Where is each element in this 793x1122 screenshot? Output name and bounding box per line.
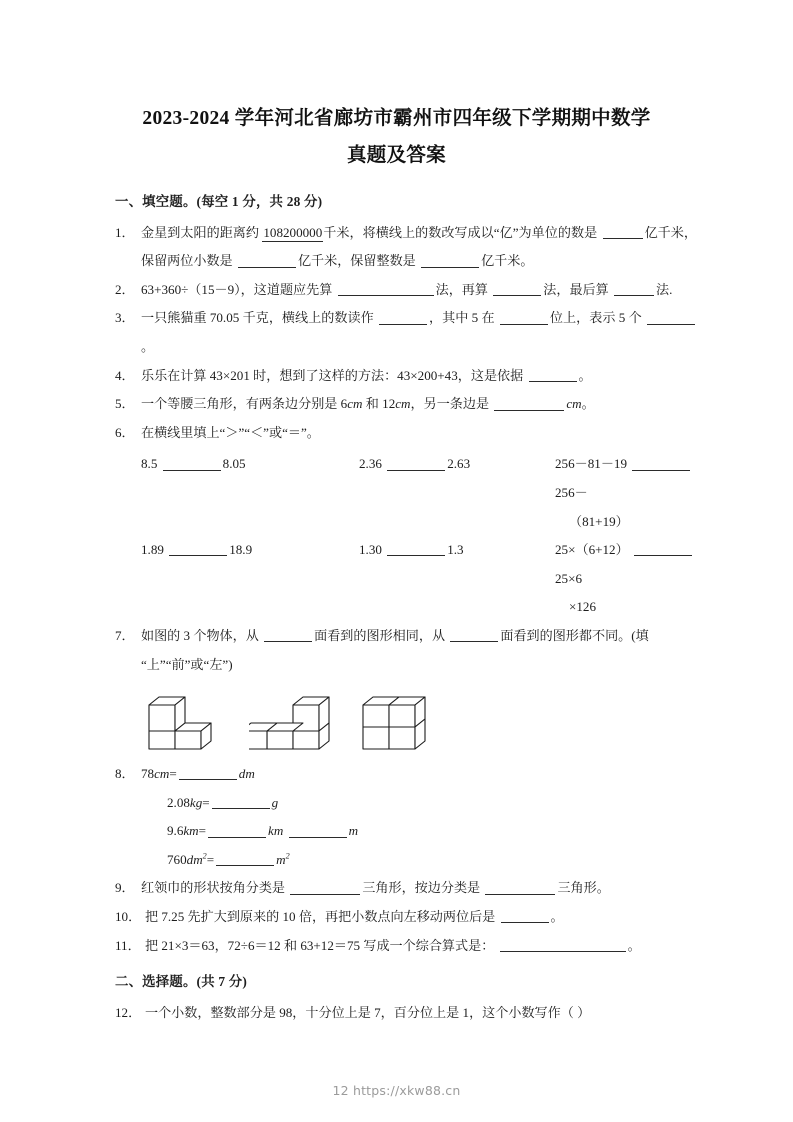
question-1-text-part-4: 亿千米，保留整数是 (297, 253, 416, 269)
question-11-blank-1[interactable] (500, 939, 626, 952)
question-8-line-4 (167, 846, 697, 875)
question-8-to-unit-2: g (271, 794, 279, 810)
question-1-text-part-5: 亿千米。 (481, 253, 534, 269)
question-1-text-part-3: 亿千米，保留两位小数是 (141, 224, 698, 269)
question-8-equals-3: = (198, 823, 207, 839)
question-4-blank-1[interactable] (529, 368, 577, 381)
question-8 (115, 760, 697, 789)
comparison-item-6-blank[interactable] (634, 543, 692, 556)
question-10-number: 10． (115, 909, 142, 925)
question-5 (115, 390, 697, 419)
question-11 (115, 932, 697, 961)
comparison-item-4-blank[interactable] (169, 543, 227, 556)
question-3-number: 3． (115, 310, 135, 326)
question-4 (115, 362, 697, 391)
question-10-text-part-1: 把 7.25 先扩大到原来的 10 倍，再把小数点向左移动两位后是 (145, 909, 496, 925)
comparison-item-3-right: 256－ (555, 484, 588, 500)
question-9-blank-1[interactable] (290, 881, 360, 894)
comparison-item-3-left: 256－81－19 (555, 456, 628, 472)
question-7-text-part-3: 面看到的图形都不同。(填 (500, 627, 649, 643)
comparison-item-6-right: 25×6 (555, 570, 583, 586)
question-1-number: 1． (115, 224, 135, 240)
comparison-item-2 (359, 450, 555, 536)
question-5-text-part-2: 和 12 (362, 396, 396, 412)
question-5-unit-3: cm (566, 396, 582, 412)
question-8-to-unit-4-exponent: 2 (285, 851, 290, 861)
question-3-blank-2[interactable] (500, 311, 548, 324)
question-5-unit-2: cm (395, 396, 411, 412)
question-7-text-part-1: 如图的 3 个物体，从 (141, 627, 259, 643)
question-8-equals-4: = (206, 851, 215, 867)
question-3-blank-1[interactable] (379, 311, 427, 324)
question-7-blank-2[interactable] (450, 629, 498, 642)
question-2 (115, 276, 697, 305)
question-6-number: 6． (115, 424, 135, 440)
comparison-item-5-blank[interactable] (387, 543, 445, 556)
question-7-text-part-4: “上”“前”或“左”) (141, 656, 233, 672)
question-1-blank-1[interactable] (603, 226, 643, 239)
question-2-text-part-1: 63+360÷（15－9），这道题应先算 (141, 281, 333, 297)
question-12-text-part-2: ） (577, 1004, 591, 1020)
comparison-item-3-continuation: （81+19） (569, 513, 629, 529)
question-12 (115, 999, 697, 1028)
question-9 (115, 874, 697, 903)
question-8-from-unit-1: cm (154, 766, 170, 782)
question-8-to-unit-3b: m (348, 823, 359, 839)
question-2-blank-2[interactable] (493, 283, 541, 296)
cube-figure-l-shape (141, 691, 213, 753)
question-8-to-unit-4: m (276, 851, 286, 867)
question-3-text-part-1: 一只熊猫重 70.05 千克，横线上的数读作 (141, 310, 374, 326)
comparison-item-1 (141, 450, 359, 536)
question-6 (115, 419, 697, 448)
section-heading-multiple-choice: 二、选择题。(共 7 分) (115, 974, 248, 990)
question-11-number: 11． (115, 937, 141, 953)
question-9-blank-2[interactable] (485, 881, 555, 894)
comparison-item-4 (141, 536, 359, 622)
question-11-text-part-1: 把 21×3＝63，72÷6＝12 和 63+12＝75 写成一个综合算式是： (145, 937, 495, 953)
question-10-blank-1[interactable] (501, 910, 549, 923)
question-8-value-2: 2.08 (167, 794, 190, 810)
question-8-blank-3b[interactable] (289, 824, 347, 837)
question-1-text-part-2: 千米，将横线上的数改写成以“亿”为单位的数是 (323, 224, 598, 240)
question-1-text-part-1: 金星到太阳的距离约 (141, 224, 260, 240)
question-5-unit-1: cm (347, 396, 363, 412)
question-8-from-unit-2: kg (189, 794, 203, 810)
comparison-item-5 (359, 536, 555, 622)
question-8-to-unit-3a: km (268, 823, 284, 839)
question-1 (115, 219, 697, 276)
question-9-text-part-1: 红领巾的形状按角分类是 (141, 880, 286, 896)
question-10-text-part-2: 。 (550, 909, 564, 925)
question-5-blank-1[interactable] (494, 397, 564, 410)
question-8-value-4: 760 (167, 851, 187, 867)
comparison-item-1-blank[interactable] (163, 457, 221, 470)
comparison-item-4-right: 18.9 (229, 542, 253, 558)
question-5-number: 5． (115, 396, 135, 412)
question-8-line-1 (141, 766, 255, 781)
question-9-text-part-2: 三角形，按边分类是 (362, 880, 481, 896)
question-4-text-part-1: 乐乐在计算 43×201 时，想到了这样的方法：43×200+43，这是依据 (141, 367, 524, 383)
question-8-from-unit-4-exponent: 2 (202, 851, 207, 861)
exam-content (0, 174, 793, 1027)
comparison-item-6-left: 25×（6+12） (555, 542, 629, 558)
comparison-item-5-left: 1.30 (359, 542, 382, 558)
comparison-item-2-right: 2.63 (447, 456, 471, 472)
comparison-item-2-blank[interactable] (387, 457, 445, 470)
question-7-text-part-2: 面看到的图形相同，从 (314, 627, 446, 643)
question-8-line-3 (167, 817, 697, 846)
question-8-equals-2: = (202, 794, 210, 810)
section-heading-fill-in-blanks: 一、填空题。(每空 1 分，共 28 分) (115, 194, 323, 209)
question-2-text-part-3: 法，最后算 (543, 281, 609, 297)
question-11-text-part-2: 。 (627, 937, 641, 953)
question-3-blank-3[interactable] (647, 311, 695, 324)
question-7-number: 7． (115, 627, 135, 643)
question-12-text-part-1: 一个小数，整数部分是 98，十分位上是 7，百分位上是 1，这个小数写作（ (145, 1004, 574, 1020)
question-8-blank-3a[interactable] (208, 824, 266, 837)
comparison-item-1-left: 8.5 (141, 456, 158, 472)
question-12-number: 12． (115, 1004, 142, 1020)
question-8-line-2 (167, 789, 697, 818)
question-1-blank-2[interactable] (238, 254, 296, 267)
question-3-text-part-3: 位上，表示 5 个 (549, 310, 642, 326)
question-1-blank-3[interactable] (421, 254, 479, 267)
question-3-text-part-4: 。 (141, 338, 155, 354)
question-8-conversion-list (115, 789, 697, 875)
comparison-item-3-blank[interactable] (632, 457, 690, 470)
question-8-blank-1[interactable] (179, 767, 237, 780)
question-2-text-part-2: 法，再算 (435, 281, 488, 297)
comparison-item-5-right: 1.3 (447, 542, 464, 558)
question-8-to-unit-1: dm (238, 766, 255, 782)
cube-figure-square-block (355, 691, 427, 753)
question-3-text-part-2: ，其中 5 在 (429, 310, 495, 326)
question-10 (115, 903, 697, 932)
page-title-line-2: 真题及答案 (346, 145, 446, 166)
question-3 (115, 304, 697, 361)
question-8-number: 8． (115, 766, 135, 782)
question-5-text-part-1: 一个等腰三角形，有两条边分别是 6 (141, 396, 348, 412)
comparison-item-1-right: 8.05 (222, 456, 246, 472)
comparison-item-6-continuation: ×126 (569, 599, 597, 615)
cube-figure-step-shape (249, 691, 337, 753)
question-5-text-part-4: 。 (581, 396, 595, 412)
question-5-text-part-3: ，另一条边是 (410, 396, 490, 412)
question-8-equals-1: = (169, 766, 177, 782)
question-4-number: 4． (115, 367, 135, 383)
footer-watermark: 12 https://xkw88.cn (332, 1083, 461, 1098)
comparison-item-6 (555, 536, 697, 622)
question-8-blank-2[interactable] (212, 796, 270, 809)
question-7-figures (115, 687, 697, 753)
page-title (0, 0, 793, 174)
question-8-from-unit-4: dm (186, 851, 203, 867)
comparison-item-4-left: 1.89 (141, 542, 164, 558)
question-8-value-1: 78 (141, 766, 155, 782)
question-9-number: 9． (115, 880, 135, 896)
question-8-value-3: 9.6 (167, 823, 184, 839)
question-2-number: 2． (115, 281, 135, 297)
question-2-text-part-4: 法. (656, 281, 673, 297)
comparison-item-3 (555, 450, 697, 536)
question-6-prompt: 在横线里填上“＞”“＜”或“＝”。 (141, 424, 320, 440)
question-4-text-part-2: 。 (578, 367, 592, 383)
question-6-comparison-grid (115, 450, 697, 622)
question-8-from-unit-3: km (183, 823, 199, 839)
question-2-blank-1[interactable] (338, 283, 434, 296)
question-9-text-part-3: 三角形。 (557, 880, 610, 896)
question-8-blank-4[interactable] (216, 853, 274, 866)
page-title-line-1: 2023-2024 学年河北省廊坊市霸州市四年级下学期期中数学 (142, 108, 651, 129)
question-7-blank-1[interactable] (264, 629, 312, 642)
question-1-given-value: 108200000 (263, 224, 323, 240)
question-7 (115, 622, 697, 679)
question-2-blank-3[interactable] (614, 283, 654, 296)
comparison-item-2-left: 2.36 (359, 456, 382, 472)
